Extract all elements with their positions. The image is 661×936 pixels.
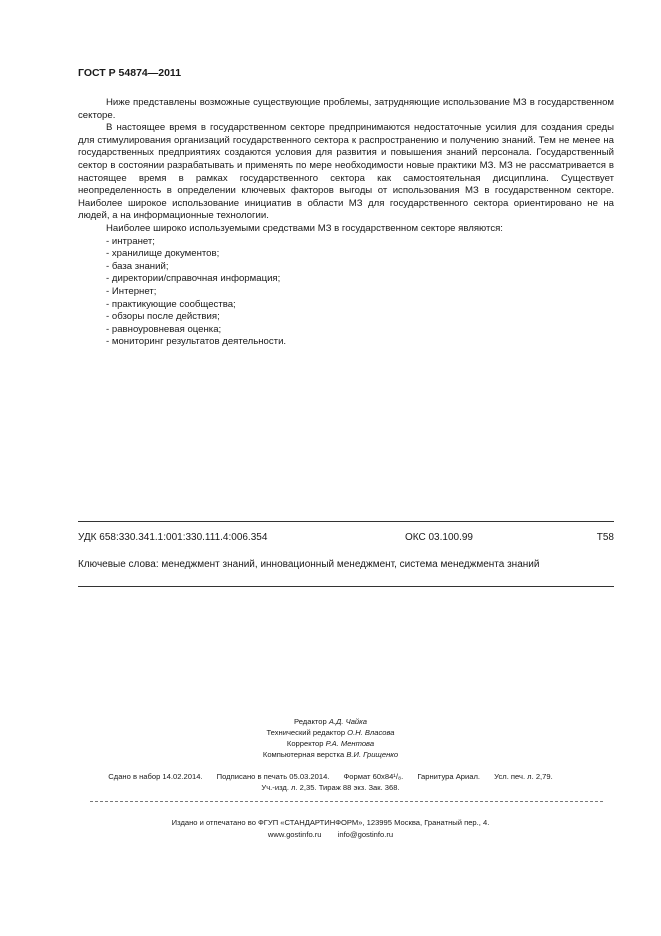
credit-name: А.Д. Чайка — [328, 717, 367, 726]
publisher-block — [0, 817, 661, 841]
paragraph: В настоящее время в государственном секторе предпринимаются недостаточные усилия для создания среды для стимулирования организаций государственного сектора к распространению и получению знаний. Тем не менее на государственных предприятиях создаются условия для развития и повышения знаний персонала. Государственный сектор в состоянии разрабатывать и применять по мере необходимости новые практики МЗ. МЗ не рассматривается в настоящее время в рамках государственного сектора как самостоятельная дисциплина. Существует неопределенность в определении ключевых факторов выгоды от использования МЗ в государственном секторе. Наиболее широкое использование инициатив в области МЗ для государственного сектора ориентировано не на людей, а на информационные технологии. — [78, 122, 614, 222]
order-number: Зак. 368. — [368, 783, 400, 792]
credits-block — [0, 716, 661, 760]
credit-role: Компьютерная верстка — [262, 750, 345, 759]
paragraph: Ниже представлены возможные существующие проблемы, затрудняющие использование МЗ в государственном секторе. — [78, 97, 614, 121]
website-link[interactable]: www.gostinfo.ru — [267, 830, 322, 839]
paragraph: Наиболее широко используемыми средствами МЗ в государственном секторе являются: — [106, 222, 503, 234]
oks-code: ОКС 03.100.99 — [405, 532, 473, 543]
paper-format: Формат 60x84¹/₈. — [343, 772, 404, 781]
list-item: - директории/справочная информация; — [106, 273, 614, 286]
credit-role: Редактор — [294, 717, 327, 726]
t-code: Т58 — [596, 532, 614, 543]
credit-name: О.Н. Власова — [347, 728, 395, 737]
list-item: - обзоры после действия; — [106, 311, 614, 324]
submitted-date: Сдано в набор 14.02.2014. — [108, 772, 203, 781]
imprint-line-2 — [0, 782, 661, 793]
credit-line — [0, 727, 661, 738]
list-item: - равноуровневая оценка; — [106, 324, 614, 337]
udk-code: УДК 658:330.341.1:001:330.111.4:006.354 — [78, 532, 268, 543]
imprint-block — [0, 771, 661, 793]
credit-line — [0, 749, 661, 760]
typeface: Гарнитура Ариал. — [417, 772, 481, 781]
tools-list — [78, 236, 614, 349]
list-item: - мониторинг результатов деятельности. — [106, 336, 614, 349]
dashed-divider — [90, 801, 603, 802]
list-item: - хранилище документов; — [106, 248, 614, 261]
signed-date: Подписано в печать 05.03.2014. — [216, 772, 330, 781]
email-link[interactable]: info@gostinfo.ru — [337, 830, 394, 839]
credit-name: Р.А. Ментова — [325, 739, 375, 748]
document-header: ГОСТ Р 54874—2011 — [78, 67, 182, 79]
circulation: Тираж 88 экз. — [318, 783, 367, 792]
top-divider — [78, 521, 614, 522]
publisher-line: Издано и отпечатано во ФГУП «СТАНДАРТИНФОРМ», 123995 Москва, Гранатный пер., 4. — [171, 818, 490, 827]
credit-line — [0, 738, 661, 749]
credit-name: В.И. Грищенко — [346, 750, 399, 759]
list-item: - интранет; — [106, 236, 614, 249]
list-item: - база знаний; — [106, 261, 614, 274]
bottom-divider — [78, 586, 614, 587]
credit-line — [0, 716, 661, 727]
credit-role: Технический редактор — [266, 728, 346, 737]
list-item: - практикующие сообщества; — [106, 299, 614, 312]
list-item: - Интернет; — [106, 286, 614, 299]
credit-role: Корректор — [286, 739, 324, 748]
imprint-line-1 — [0, 771, 661, 782]
main-text — [78, 97, 614, 349]
keywords: Ключевые слова: менеджмент знаний, инновационный менеджмент, система менеджмента знаний — [78, 559, 540, 570]
publisher-sheets: Уч.-изд. л. 2,35. — [261, 783, 317, 792]
print-sheets: Усл. печ. л. 2,79. — [494, 772, 553, 781]
contacts-line — [0, 829, 661, 841]
